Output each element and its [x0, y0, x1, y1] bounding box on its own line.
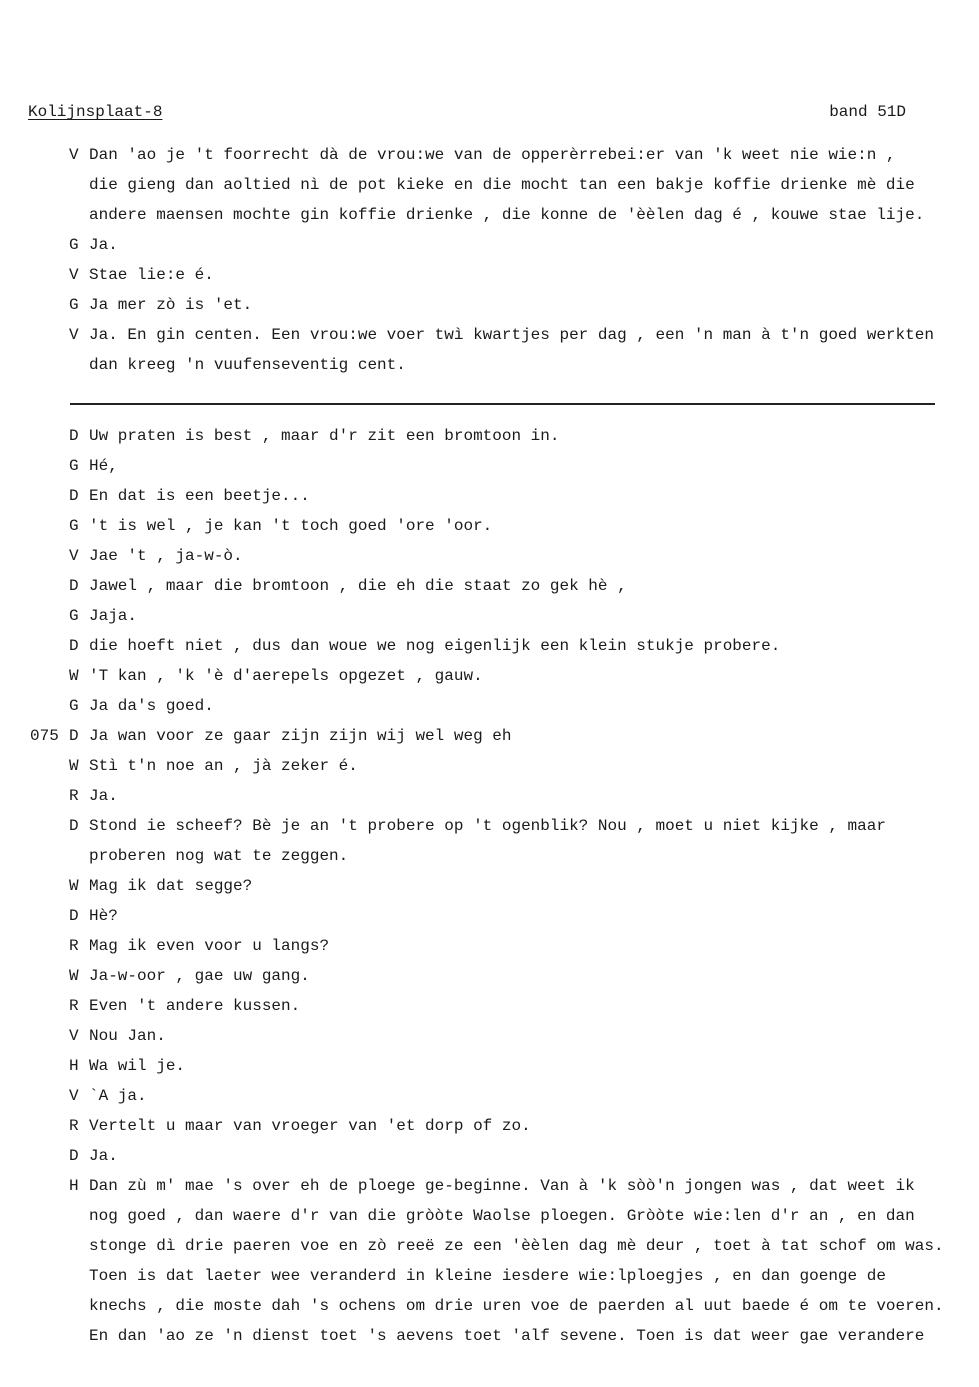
line-text: dan kreeg 'n vuufenseventig cent.	[89, 356, 406, 374]
utterance	[0, 901, 979, 931]
utterance	[0, 451, 979, 481]
speaker-label: D	[69, 907, 79, 925]
utterance	[0, 1141, 979, 1171]
transcript-line	[0, 1021, 979, 1051]
line-text: Mag ik dat segge?	[89, 877, 253, 895]
transcript-line	[0, 691, 979, 721]
transcript-line	[0, 901, 979, 931]
line-text: Ja mer zò is 'et.	[89, 296, 253, 314]
line-text: Mag ik even voor u langs?	[89, 937, 330, 955]
speaker-label: V	[69, 146, 79, 164]
line-text: nog goed , dan waere d'r van die gròòte Waolse ploegen. Gròòte wie:len d'r an , en dan	[89, 1207, 915, 1225]
utterance	[0, 871, 979, 901]
transcript-line	[0, 290, 979, 320]
line-text: En dan 'ao ze 'n dienst toet 's aevens toet 'alf sevene. Toen is dat weer gae verandere	[89, 1327, 925, 1345]
speaker-label: W	[69, 667, 79, 685]
line-text: Stond ie scheef? Bè je an 't probere op 't ogenblik? Nou , moet u niet kijke , maar	[89, 817, 886, 835]
utterance	[0, 541, 979, 571]
line-text: Hè?	[89, 907, 118, 925]
speaker-label: W	[69, 967, 79, 985]
speaker-label: G	[69, 457, 79, 475]
transcript-line	[0, 1261, 979, 1291]
line-text: Vertelt u maar van vroeger van 'et dorp of zo.	[89, 1117, 531, 1135]
transcript-line	[0, 1201, 979, 1231]
line-text: Ja da's goed.	[89, 697, 214, 715]
speaker-label: R	[69, 787, 79, 805]
transcript-line	[0, 661, 979, 691]
transcript-line	[0, 1051, 979, 1081]
speaker-label: W	[69, 877, 79, 895]
utterance	[0, 571, 979, 601]
speaker-label: V	[69, 326, 79, 344]
line-text: die hoeft niet , dus dan woue we nog eigenlijk een klein stukje probere.	[89, 637, 781, 655]
utterance	[0, 931, 979, 961]
line-text: stonge dì drie paeren voe en zò reeë ze een 'èèlen dag mè deur , toet à tat schof om was.	[89, 1237, 944, 1255]
transcript-line	[0, 721, 979, 751]
speaker-label: V	[69, 547, 79, 565]
utterance	[0, 421, 979, 451]
transcript-section-1	[0, 140, 979, 380]
line-text: Ja.	[89, 1147, 118, 1165]
utterance	[0, 230, 979, 260]
utterance	[0, 661, 979, 691]
line-text: Jawel , maar die bromtoon , die eh die staat zo gek hè ,	[89, 577, 627, 595]
line-text: proberen nog wat te zeggen.	[89, 847, 349, 865]
transcript-line	[0, 1171, 979, 1201]
speaker-label: W	[69, 757, 79, 775]
transcript-line	[0, 1081, 979, 1111]
utterance	[0, 1021, 979, 1051]
transcript-line	[0, 931, 979, 961]
speaker-label: G	[69, 607, 79, 625]
utterance	[0, 511, 979, 541]
transcript-line	[0, 481, 979, 511]
transcript-line	[0, 511, 979, 541]
line-text: 't is wel , je kan 't toch goed 'ore 'oor.	[89, 517, 493, 535]
transcript-line	[0, 571, 979, 601]
line-text: knechs , die moste dah 's ochens om drie uren voe de paerden al uut baede é om te voeren.	[89, 1297, 944, 1315]
utterance	[0, 140, 979, 230]
utterance	[0, 1171, 979, 1351]
transcript-line	[0, 260, 979, 290]
speaker-label: H	[69, 1177, 79, 1195]
transcript-line	[0, 751, 979, 781]
utterance	[0, 601, 979, 631]
line-text: Jae 't , ja-w-ò.	[89, 547, 243, 565]
transcript-line	[0, 1231, 979, 1261]
line-text: Ja.	[89, 236, 118, 254]
line-text: Nou Jan.	[89, 1027, 166, 1045]
transcript-line	[0, 421, 979, 451]
transcript-line	[0, 350, 979, 380]
utterance	[0, 751, 979, 781]
transcript-line	[0, 541, 979, 571]
line-text: Dan 'ao je 't foorrecht dà de vrou:we van de opperèrrebei:er van 'k weet nie wie:n ,	[89, 146, 896, 164]
page-header	[28, 103, 906, 125]
line-text: Even 't andere kussen.	[89, 997, 301, 1015]
speaker-label: G	[69, 236, 79, 254]
speaker-label: D	[69, 427, 79, 445]
line-text: 'T kan , 'k 'è d'aerepels opgezet , gauw.	[89, 667, 483, 685]
transcript-line	[0, 170, 979, 200]
speaker-label: D	[69, 817, 79, 835]
transcript-line	[0, 811, 979, 841]
speaker-label: V	[69, 1087, 79, 1105]
tape-label: band 51D	[829, 103, 906, 121]
transcript-line	[0, 631, 979, 661]
transcript-line	[0, 841, 979, 871]
line-text: Dan zù m' mae 's over eh de ploege ge-beginne. Van à 'k sòò'n jongen was , dat weet ik	[89, 1177, 915, 1195]
utterance	[0, 1111, 979, 1141]
document-title: Kolijnsplaat-8	[28, 103, 163, 121]
line-text: Stae lie:e é.	[89, 266, 214, 284]
transcript-line	[0, 200, 979, 230]
transcript-line	[0, 451, 979, 481]
utterance	[0, 1051, 979, 1081]
utterance	[0, 991, 979, 1021]
section-divider	[70, 403, 935, 405]
utterance	[0, 481, 979, 511]
line-text: andere maensen mochte gin koffie drienke , die konne de 'èèlen dag é , kouwe stae lije.	[89, 206, 925, 224]
speaker-label: D	[69, 727, 79, 745]
transcript-line	[0, 991, 979, 1021]
speaker-label: R	[69, 997, 79, 1015]
transcript-line	[0, 230, 979, 260]
utterance	[0, 1081, 979, 1111]
utterance	[0, 721, 979, 751]
line-text: Stì t'n noe an , jà zeker é.	[89, 757, 358, 775]
line-text: die gieng dan aoltied nì de pot kieke en die mocht tan een bakje koffie drienke mè die	[89, 176, 915, 194]
speaker-label: D	[69, 487, 79, 505]
utterance	[0, 781, 979, 811]
speaker-label: R	[69, 1117, 79, 1135]
transcript-line	[0, 871, 979, 901]
utterance	[0, 320, 979, 380]
line-text: Hé,	[89, 457, 118, 475]
transcript-line	[0, 961, 979, 991]
line-text: Ja-w-oor , gae uw gang.	[89, 967, 310, 985]
line-text: Ja. En gin centen. Een vrou:we voer twì kwartjes per dag , een 'n man à t'n goed werkten	[89, 326, 934, 344]
utterance	[0, 290, 979, 320]
transcript-line	[0, 320, 979, 350]
line-text: Toen is dat laeter wee veranderd in kleine iesdere wie:lploegjes , en dan goenge de	[89, 1267, 886, 1285]
utterance	[0, 631, 979, 661]
speaker-label: G	[69, 296, 79, 314]
line-number: 075	[30, 727, 59, 745]
speaker-label: V	[69, 266, 79, 284]
line-text: Ja wan voor ze gaar zijn zijn wij wel weg eh	[89, 727, 512, 745]
line-text: `A ja.	[89, 1087, 147, 1105]
speaker-label: D	[69, 1147, 79, 1165]
utterance	[0, 260, 979, 290]
utterance	[0, 811, 979, 871]
transcript-line	[0, 601, 979, 631]
line-text: Ja.	[89, 787, 118, 805]
speaker-label: G	[69, 697, 79, 715]
transcript-line	[0, 1291, 979, 1321]
line-text: En dat is een beetje...	[89, 487, 310, 505]
speaker-label: R	[69, 937, 79, 955]
transcript-line	[0, 140, 979, 170]
speaker-label: G	[69, 517, 79, 535]
speaker-label: V	[69, 1027, 79, 1045]
utterance	[0, 691, 979, 721]
transcript-line	[0, 781, 979, 811]
transcript-line	[0, 1141, 979, 1171]
speaker-label: D	[69, 577, 79, 595]
line-text: Jaja.	[89, 607, 138, 625]
line-text: Uw praten is best , maar d'r zit een bromtoon in.	[89, 427, 560, 445]
line-text: Wa wil je.	[89, 1057, 186, 1075]
transcript-line	[0, 1111, 979, 1141]
utterance	[0, 961, 979, 991]
transcript-section-2	[0, 421, 979, 1351]
speaker-label: D	[69, 637, 79, 655]
transcript-line	[0, 1321, 979, 1351]
speaker-label: H	[69, 1057, 79, 1075]
